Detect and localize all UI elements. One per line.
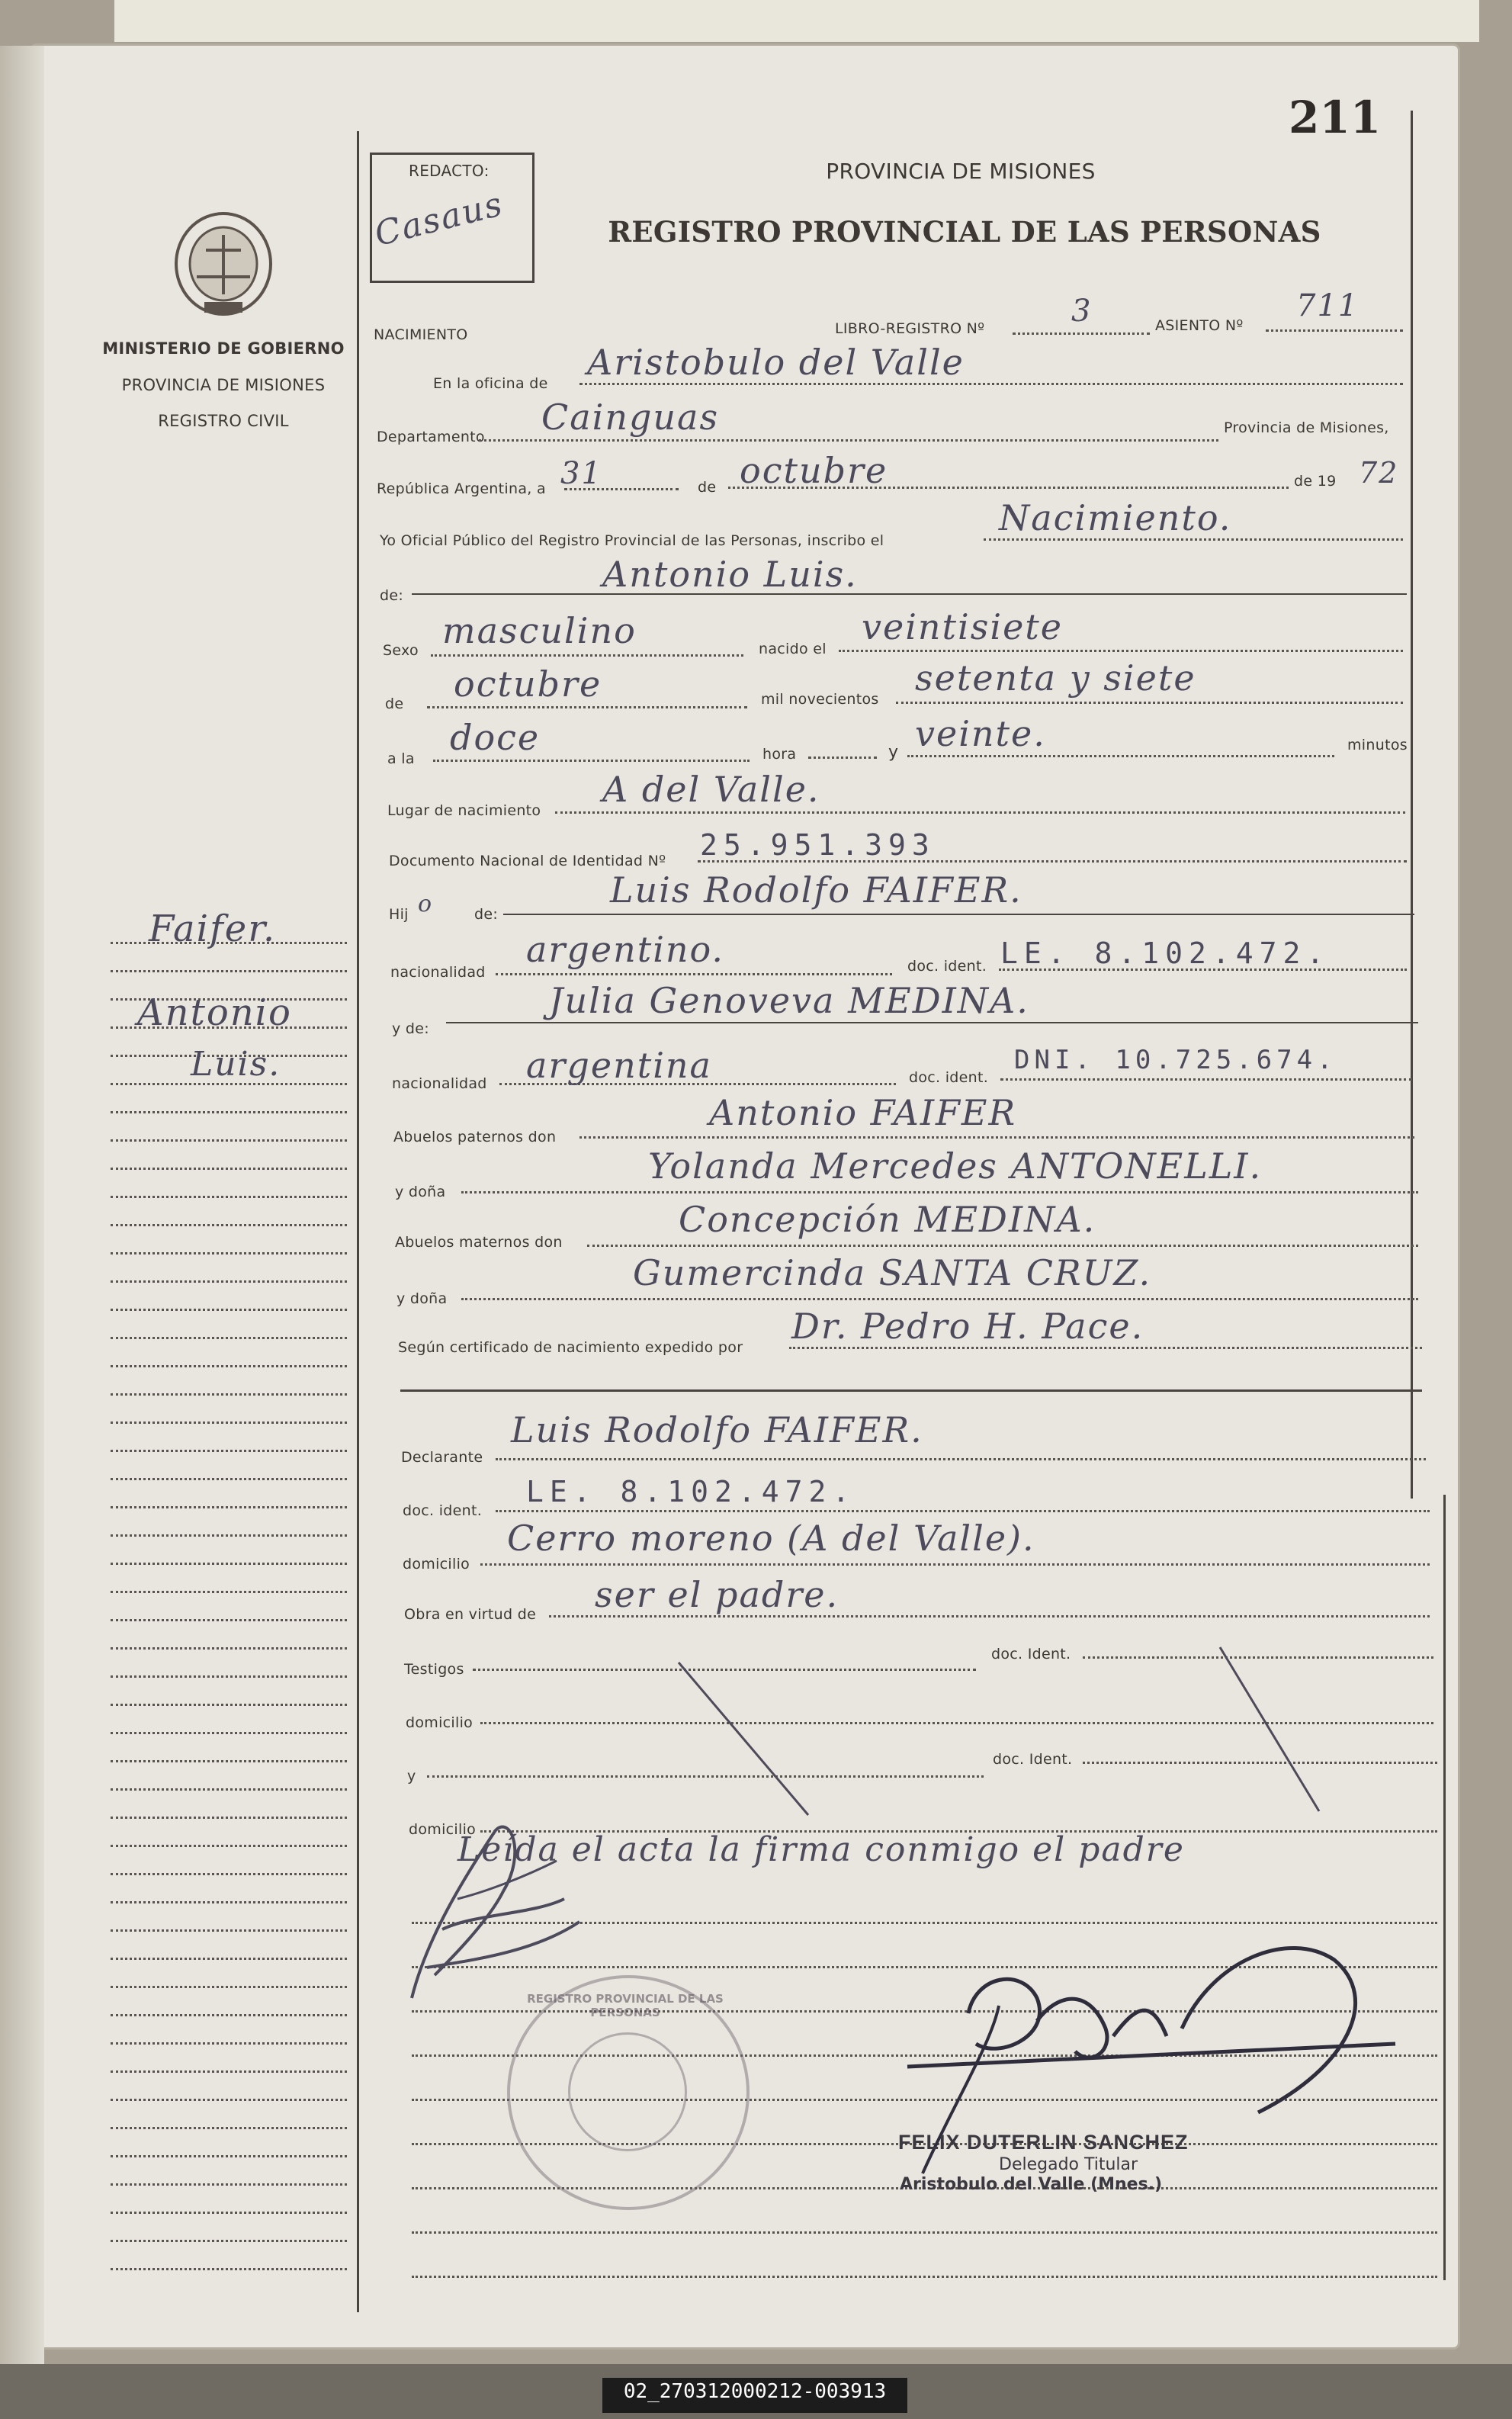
dotted-line: [496, 1458, 1426, 1460]
dotted-line: [480, 1563, 1430, 1566]
departamento-label: Departamento: [377, 429, 485, 445]
hora-label: hora: [762, 746, 797, 763]
doc-padre-value: LE. 8.102.472.: [1000, 936, 1331, 970]
provincia-misiones-label: Provincia de Misiones,: [1224, 419, 1389, 436]
dotted-line: [461, 1298, 1418, 1300]
dni-value: 25.951.393: [700, 828, 936, 862]
de-19-label: de 19: [1294, 473, 1337, 490]
stamp-text: REGISTRO PROVINCIAL DE LAS PERSONAS: [527, 1992, 724, 2019]
margin-rule: [111, 1252, 347, 1254]
margin-rule: [111, 1675, 347, 1678]
y-dona-label-2: y doña: [396, 1290, 448, 1307]
observacion-text: Leída el acta la firma conmigo el padre: [457, 1830, 1185, 1869]
margin-rule: [111, 2014, 347, 2016]
margin-rule: [111, 2070, 347, 2073]
margin-rule: [111, 1337, 347, 1339]
margin-rule: [111, 2240, 347, 2242]
domicilio-declarante-value: Cerro moreno (A del Valle).: [507, 1518, 1035, 1559]
dotted-line: [808, 757, 877, 759]
abuelos-maternos-label: Abuelos maternos don: [395, 1234, 563, 1251]
certificado-value: Dr. Pedro H. Pace.: [791, 1306, 1144, 1347]
sexo-value: masculino: [442, 610, 637, 651]
officer-role: Delegado Titular: [999, 2155, 1138, 2174]
dotted-line: [896, 702, 1403, 704]
hijo-de-label: de:: [474, 906, 499, 923]
margin-rule: [111, 1647, 347, 1650]
republica-label: República Argentina, a: [377, 480, 546, 497]
nacionalidad-padre-value: argentino.: [526, 929, 725, 970]
registry-stamp-inner: [568, 2032, 687, 2151]
abuela-materna-value: Gumercinda SANTA CRUZ.: [633, 1252, 1152, 1293]
nacido-el-label: nacido el: [759, 641, 827, 657]
departamento-value: Cainguas: [541, 397, 720, 438]
y-de-label: y de:: [392, 1020, 429, 1037]
margin-rule: [111, 1506, 347, 1508]
margin-rule: [111, 1619, 347, 1621]
margin-rule: [111, 1139, 347, 1142]
inscribe-value: Nacimiento.: [999, 497, 1232, 538]
obra-en-virtud-value: ser el padre.: [595, 1574, 839, 1615]
doc-ident-label-2: doc. ident.: [909, 1069, 989, 1086]
nacionalidad-label-2: nacionalidad: [392, 1075, 487, 1092]
dotted-line: [1013, 332, 1150, 335]
sexo-label: Sexo: [383, 642, 419, 659]
margin-name-1: Antonio: [137, 991, 292, 1034]
margin-rule: [111, 2042, 347, 2045]
margin-rule: [111, 1534, 347, 1537]
dotted-line: [461, 1191, 1418, 1193]
y-testigo-label: y: [407, 1768, 416, 1785]
margin-rule: [111, 1309, 347, 1311]
domicilio-testigo-label-2: domicilio: [409, 1821, 477, 1838]
margin-rule: [111, 1422, 347, 1424]
nacido-anio-value: setenta y siete: [915, 657, 1196, 699]
margin-rule: [111, 1704, 347, 1706]
doc-ident-declarante-label: doc. ident.: [403, 1502, 483, 1519]
margin-rule: [111, 2183, 347, 2186]
margin-name-2: Luis.: [191, 1045, 281, 1084]
margin-rule: [111, 1591, 347, 1593]
testigos-label: Testigos: [404, 1661, 464, 1678]
doc-ident-testigo-label-2: doc. Ident.: [993, 1751, 1073, 1768]
next-page-edge: [114, 0, 1479, 42]
margin-rule: [111, 1901, 347, 1903]
doc-ident-label: doc. ident.: [907, 958, 987, 975]
right-frame-line: [1411, 111, 1413, 1499]
minutos-value: veinte.: [915, 713, 1046, 754]
province-label: PROVINCIA DE MISIONES: [121, 376, 326, 394]
margin-rule: [111, 1817, 347, 1819]
margin-rule: [111, 1845, 347, 1847]
nacido-mes-value: octubre: [454, 663, 602, 705]
dotted-line: [496, 973, 892, 975]
mil-novecientos-label: mil novecientos: [761, 691, 879, 708]
cancel-strokes: [656, 1640, 1418, 1830]
margin-rule: [111, 1280, 347, 1283]
margin-rule: [111, 1986, 347, 1988]
dotted-line: [839, 650, 1403, 652]
dotted-line: [1266, 329, 1403, 332]
nacido-dia-value: veintisiete: [862, 606, 1063, 647]
margin-rule: [111, 1788, 347, 1791]
nacionalidad-madre-value: argentina: [526, 1045, 712, 1086]
margin-rule: [111, 1958, 347, 1960]
abuela-paterna-value: Yolanda Mercedes ANTONELLI.: [648, 1145, 1263, 1187]
dotted-line: [789, 1347, 1422, 1349]
officer-place: Aristobulo del Valle (Mnes.): [900, 2175, 1163, 2194]
oficina-label: En la oficina de: [433, 375, 548, 392]
dotted-line: [555, 811, 1405, 814]
abuelo-paterno-value: Antonio FAIFER: [709, 1092, 1017, 1133]
section-divider: [400, 1389, 1422, 1392]
margin-rule: [111, 1563, 347, 1565]
dotted-line: [433, 760, 750, 762]
dotted-line: [579, 1136, 1414, 1139]
yo-oficial-label: Yo Oficial Público del Registro Provincial de las Personas, inscribo el: [380, 532, 884, 549]
hijo-letra-value: o: [418, 891, 434, 917]
officer-name: FELIX DUTERLIN SANCHEZ: [898, 2131, 1189, 2154]
nacionalidad-label: nacionalidad: [390, 964, 486, 981]
margin-rule: [111, 1873, 347, 1875]
dotted-line: [549, 1615, 1430, 1617]
padre-value: Luis Rodolfo FAIFER.: [610, 869, 1022, 911]
margin-rule: [111, 2099, 347, 2101]
binding-spine: [0, 46, 44, 2364]
madre-value: Julia Genoveva MEDINA.: [549, 980, 1029, 1021]
dotted-line: [479, 439, 1218, 442]
hora-value: doce: [450, 717, 541, 758]
margin-rule: [111, 2268, 347, 2270]
libro-value: 3: [1071, 294, 1093, 329]
margin-rule: [111, 1168, 347, 1170]
nombre-value: Antonio Luis.: [602, 554, 858, 595]
left-frame-line: [357, 131, 359, 2312]
provincial-crest-icon: [166, 204, 281, 319]
header-province: PROVINCIA DE MISIONES: [826, 159, 1096, 184]
declarante-label: Declarante: [401, 1449, 483, 1466]
lugar-label: Lugar de nacimiento: [387, 802, 541, 819]
margin-rule: [111, 1732, 347, 1734]
redacto-label: REDACTO:: [409, 162, 490, 180]
oficina-value: Aristobulo del Valle: [587, 342, 965, 383]
dotted-line: [1000, 1078, 1412, 1081]
mes-value: octubre: [740, 450, 888, 491]
margin-rule: [111, 1450, 347, 1452]
ministry-label: MINISTERIO DE GOBIERNO: [102, 339, 345, 358]
solid-line: [503, 914, 1414, 915]
solid-line: [446, 1022, 1418, 1023]
dotted-line: [587, 1245, 1418, 1247]
margin-rule: [111, 2155, 347, 2157]
margin-rule: [111, 970, 347, 972]
segun-certificado-label: Según certificado de nacimiento expedido por: [398, 1339, 743, 1356]
asiento-value: 711: [1296, 288, 1360, 323]
abuelo-materno-value: Concepción MEDINA.: [679, 1199, 1096, 1240]
libro-registro-label: LIBRO-REGISTRO Nº: [835, 320, 985, 337]
margin-rule: [111, 1760, 347, 1762]
dotted-line: [579, 383, 1403, 385]
footer-id: 02_270312000212-003913: [623, 2380, 887, 2403]
margin-surname: Faifer.: [149, 908, 277, 950]
asiento-label: ASIENTO Nº: [1155, 317, 1244, 334]
dni-label: Documento Nacional de Identidad Nº: [389, 853, 666, 869]
dia-value: 31: [560, 456, 602, 491]
declarante-value: Luis Rodolfo FAIFER.: [511, 1409, 923, 1450]
margin-rule: [111, 1111, 347, 1113]
domicilio-testigo-label: domicilio: [406, 1714, 474, 1731]
obra-en-virtud-label: Obra en virtud de: [404, 1606, 537, 1623]
redacto-signature: Casaus: [371, 184, 508, 255]
body-rule: [412, 2276, 1437, 2278]
folio-number: 211: [1289, 92, 1382, 143]
dotted-line: [431, 654, 743, 657]
y-label: y: [888, 743, 899, 762]
doc-madre-value: DNI. 10.725.674.: [1014, 1045, 1337, 1075]
a-la-label: a la: [387, 750, 415, 767]
dotted-line: [427, 706, 747, 708]
lugar-value: A del Valle.: [602, 769, 820, 810]
de-label-2: de: [385, 696, 404, 712]
margin-rule: [111, 1478, 347, 1480]
doc-ident-testigo-label: doc. Ident.: [991, 1646, 1071, 1662]
hijo-label: Hij: [389, 906, 409, 923]
minutos-label: minutos: [1347, 737, 1408, 753]
registry-label: REGISTRO CIVIL: [158, 412, 289, 430]
margin-rule: [111, 1365, 347, 1367]
margin-rule: [111, 1929, 347, 1932]
margin-rule: [111, 1393, 347, 1396]
abuelos-paternos-label: Abuelos paternos don: [393, 1129, 557, 1145]
de-colon-label: de:: [380, 587, 404, 604]
solid-line: [412, 593, 1407, 595]
nacimiento-label: NACIMIENTO: [374, 326, 468, 343]
doc-declarante-value: LE. 8.102.472.: [526, 1475, 856, 1508]
dotted-line: [984, 538, 1403, 541]
dotted-line: [907, 755, 1334, 757]
margin-rule: [111, 2127, 347, 2129]
body-rule: [412, 2231, 1437, 2234]
right-frame-line-lower: [1443, 1495, 1446, 2280]
margin-rule: [111, 1196, 347, 1198]
y-dona-label: y doña: [395, 1184, 446, 1200]
domicilio-label: domicilio: [403, 1556, 470, 1573]
de-label: de: [698, 479, 717, 496]
margin-rule: [111, 1224, 347, 1226]
header-title: REGISTRO PROVINCIAL DE LAS PERSONAS: [608, 215, 1321, 249]
dotted-line: [496, 1510, 1430, 1512]
anio-value: 72: [1359, 456, 1399, 490]
margin-rule: [111, 2212, 347, 2214]
